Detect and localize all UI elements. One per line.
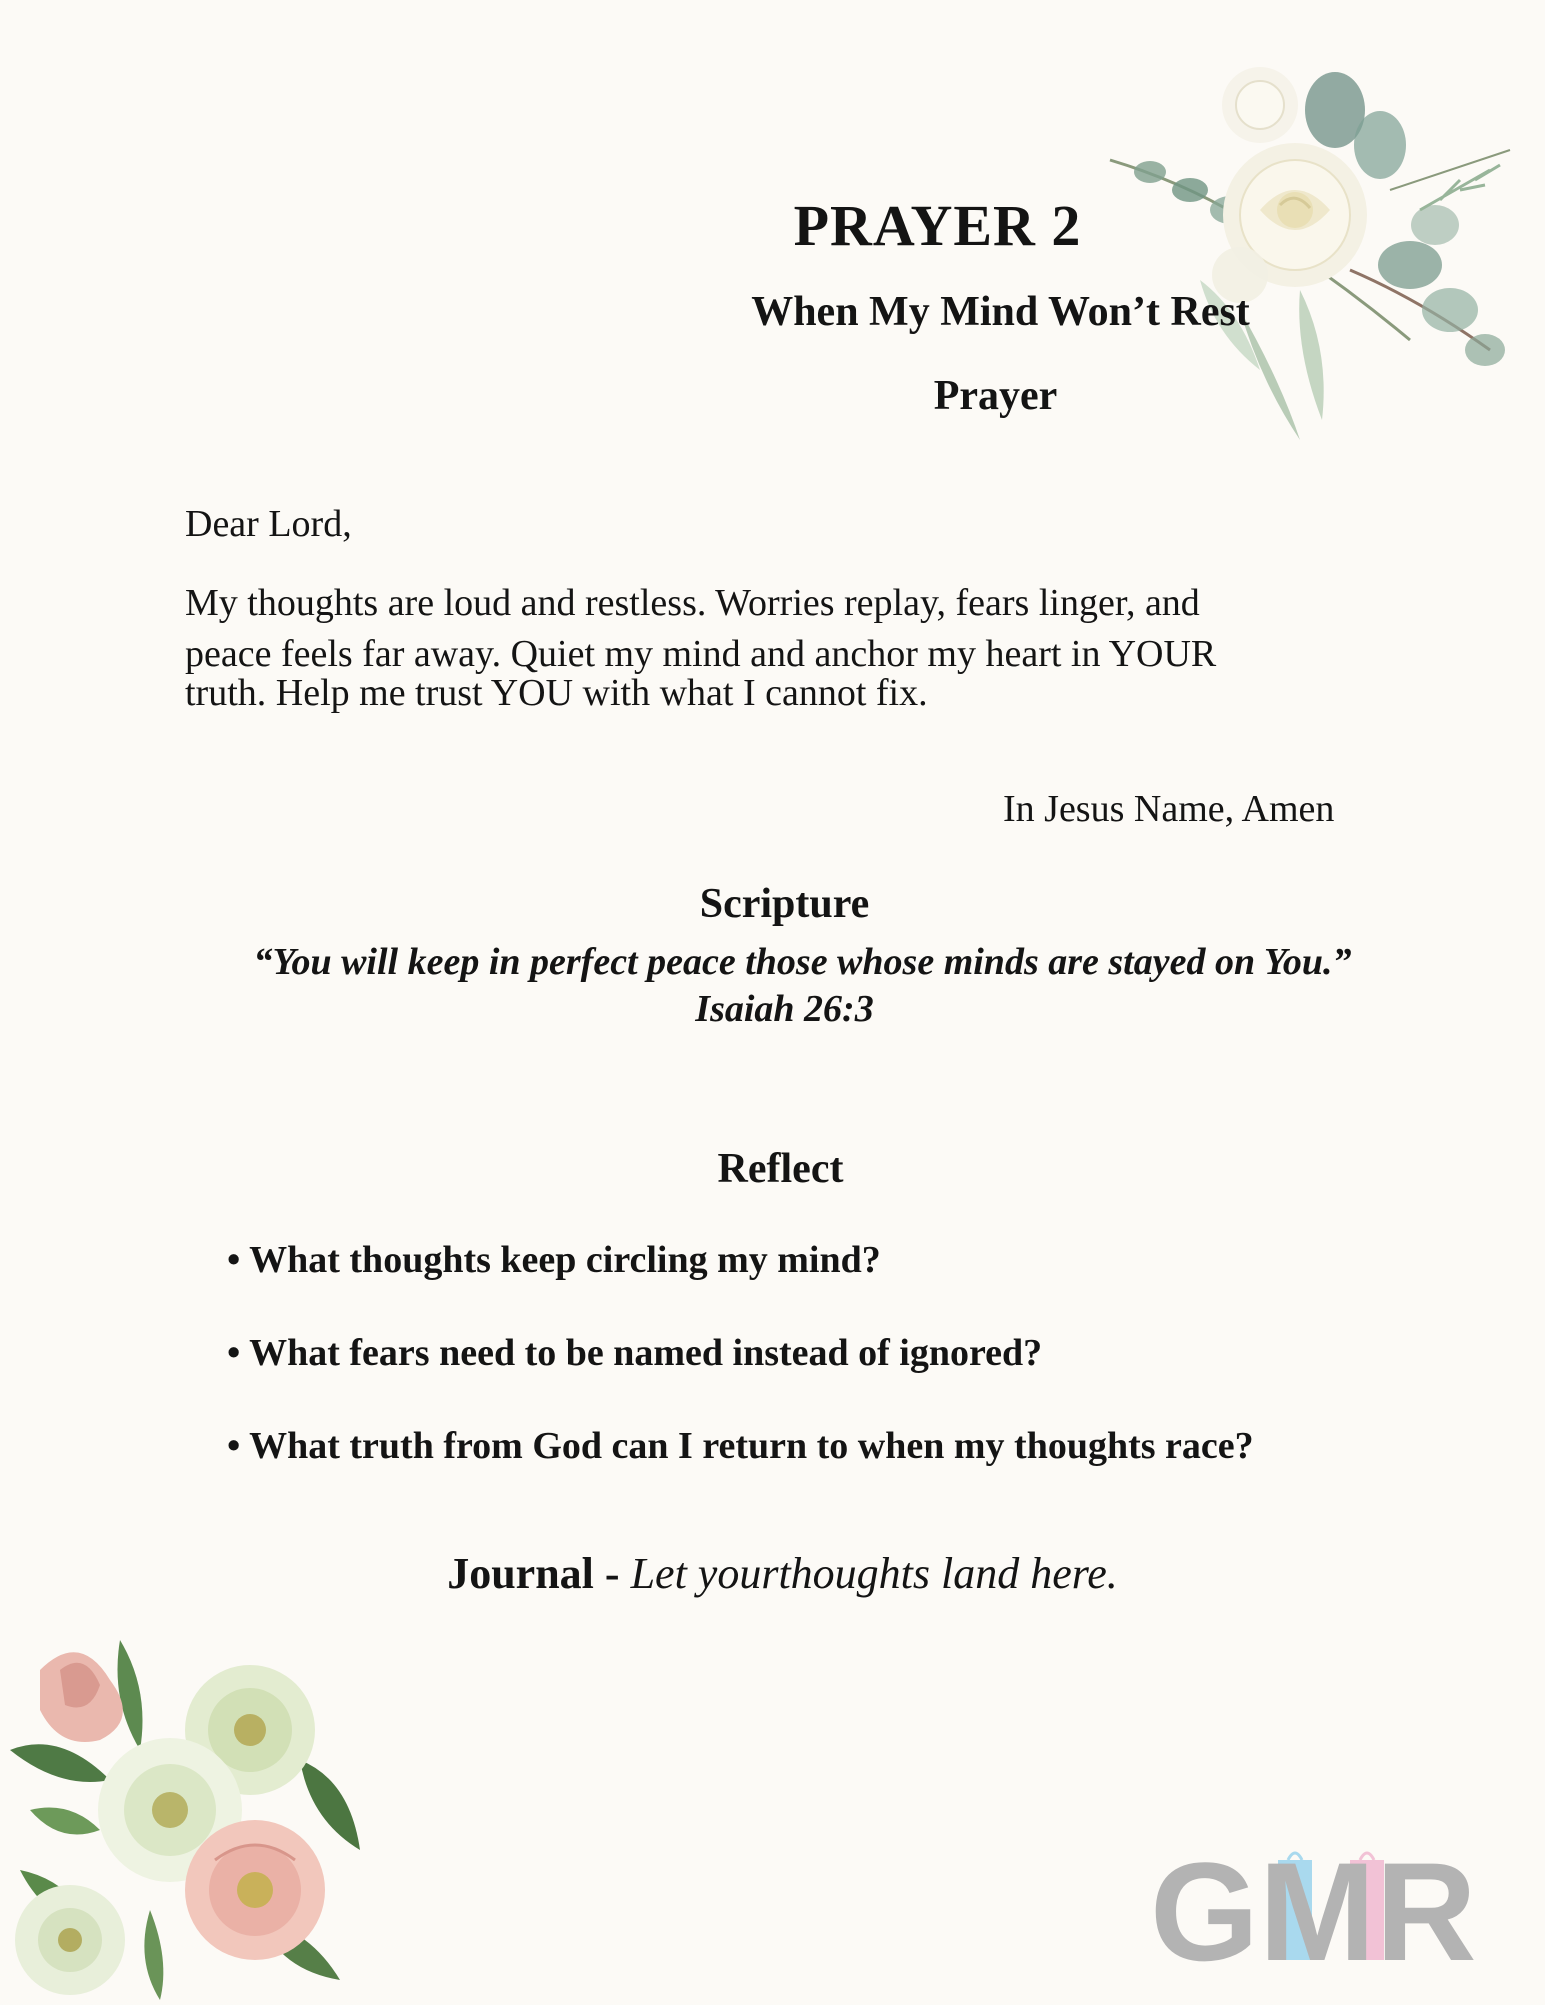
prayer-line: truth. Help me trust YOU with what I cannot fix. xyxy=(185,672,928,714)
journal-prompt: Let yourthoughts land here. xyxy=(630,1549,1118,1598)
scripture-verse: “You will keep in perfect peace those whose minds are stayed on You.” xyxy=(253,941,1352,983)
prayer-greeting: Dear Lord, xyxy=(185,503,352,545)
journal-line xyxy=(10,1548,1545,1599)
prayer-closing: In Jesus Name, Amen xyxy=(1003,788,1335,830)
scripture-reference: Isaiah 26:3 xyxy=(695,988,874,1030)
reflect-question: • What truth from God can I return to when my thoughts race? xyxy=(227,1425,1254,1467)
brand-logo xyxy=(1150,1838,1520,1973)
reflect-question: • What fears need to be named instead of ignored? xyxy=(227,1332,1043,1374)
hellebore-flowers-icon xyxy=(0,1630,380,2000)
prayer-line: peace feels far away. Quiet my mind and anchor my heart in YOUR xyxy=(185,633,1217,675)
prayer-body xyxy=(185,580,1335,717)
page-title: PRAYER 2 xyxy=(793,193,1082,258)
prayer-heading: Prayer xyxy=(933,373,1058,419)
reflect-question: • What thoughts keep circling my mind? xyxy=(227,1239,881,1281)
journal-label: Journal - xyxy=(447,1549,620,1598)
prayer-line: My thoughts are loud and restless. Worries replay, fears linger, and xyxy=(185,582,1200,624)
scripture-heading: Scripture xyxy=(699,881,870,927)
logo-text: GMR xyxy=(1150,1838,1477,1973)
reflect-heading: Reflect xyxy=(717,1146,844,1192)
page-subtitle: When My Mind Won’t Rest xyxy=(751,289,1250,335)
